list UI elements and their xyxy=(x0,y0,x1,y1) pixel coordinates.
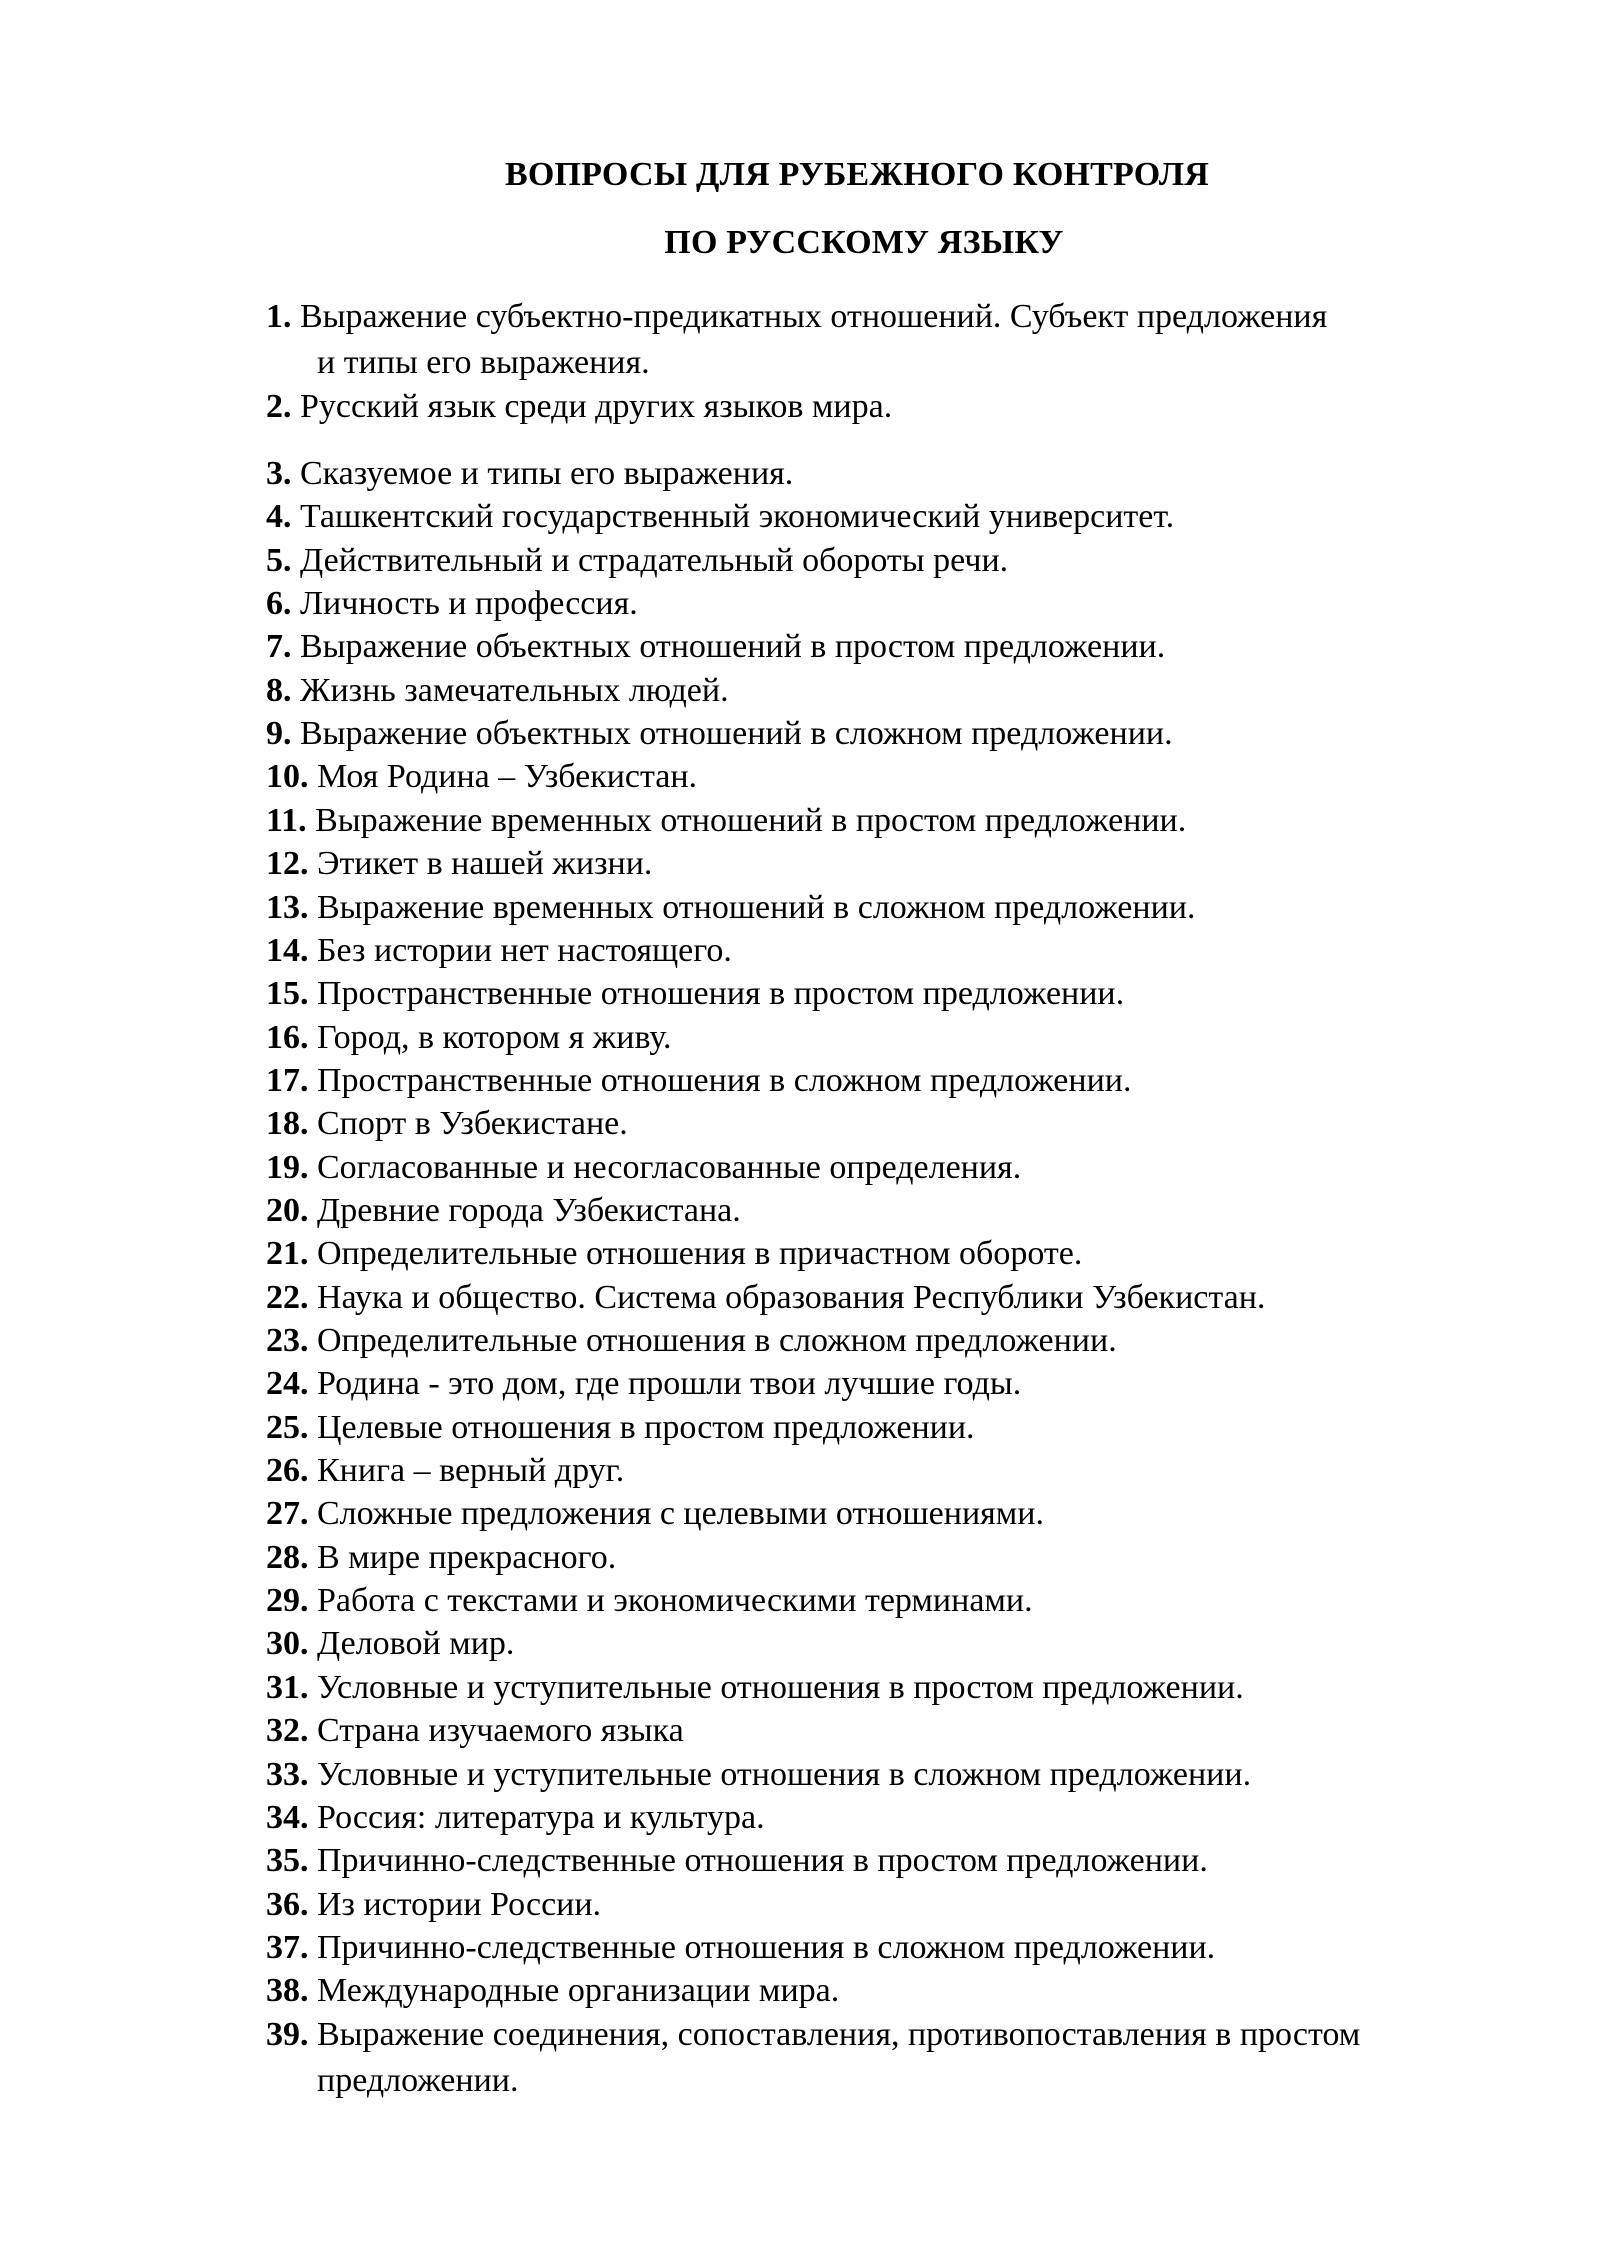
item-text: Выражение соединения, сопоставления, противопоставления в простом xyxy=(317,2015,1361,2053)
item-text: Из истории России. xyxy=(317,1885,602,1923)
list-item xyxy=(266,1448,1516,1494)
item-number: 12. xyxy=(266,845,309,883)
item-number: 17. xyxy=(266,1061,309,1099)
item-text: Согласованные и несогласованные определения. xyxy=(317,1148,1022,1186)
list-item xyxy=(266,1231,1516,1277)
list-item xyxy=(266,1838,1516,1884)
item-text: Книга – верный друг. xyxy=(317,1452,625,1490)
item-text: Сложные предложения с целевыми отношениями. xyxy=(317,1495,1044,1533)
item-number: 28. xyxy=(266,1538,309,1576)
list-item xyxy=(266,711,1516,757)
item-number: 34. xyxy=(266,1798,309,1836)
item-text: Жизнь замечательных людей. xyxy=(300,671,729,709)
list-item xyxy=(266,754,1516,800)
list-item xyxy=(266,1101,1516,1147)
document-subtitle: ПО РУССКОМУ ЯЗЫКУ xyxy=(664,224,1064,261)
item-number: 16. xyxy=(266,1018,309,1056)
list-item xyxy=(266,294,1516,386)
list-item xyxy=(266,1491,1516,1537)
item-number: 20. xyxy=(266,1191,309,1229)
item-number: 3. xyxy=(266,455,292,492)
list-item xyxy=(266,538,1516,584)
item-text: Деловой мир. xyxy=(317,1625,515,1663)
list-item xyxy=(266,668,1516,714)
item-text: Выражение объектных отношений в простом предложении. xyxy=(300,628,1166,666)
item-number: 29. xyxy=(266,1582,309,1620)
document-title: ВОПРОСЫ ДЛЯ РУБЕЖНОГО КОНТРОЛЯ xyxy=(504,156,1210,193)
item-number: 31. xyxy=(266,1668,309,1706)
list-item xyxy=(266,1318,1516,1364)
item-text: Город, в котором я живу. xyxy=(317,1018,672,1056)
list-item xyxy=(266,1665,1516,1711)
list-item xyxy=(266,885,1516,931)
list-item xyxy=(266,1188,1516,1234)
list-item xyxy=(266,1058,1516,1104)
item-text: Древние города Узбекистана. xyxy=(317,1191,741,1229)
item-number: 32. xyxy=(266,1712,309,1750)
list-item xyxy=(266,1708,1516,1754)
list-item xyxy=(266,1535,1516,1581)
list-item xyxy=(266,1361,1516,1407)
item-text-continuation: и типы его выражения. xyxy=(317,344,650,381)
list-item xyxy=(266,1015,1516,1061)
item-number: 21. xyxy=(266,1235,309,1273)
item-text: Родина - это дом, где прошли твои лучшие годы. xyxy=(317,1365,1022,1403)
item-number: 1. xyxy=(266,298,292,335)
item-text: Сказуемое и типы его выражения. xyxy=(300,455,794,492)
list-item xyxy=(266,1882,1516,1928)
item-number: 13. xyxy=(266,888,309,926)
item-text: Международные организации мира. xyxy=(317,1972,840,2010)
item-text: Выражение субъектно-предикатных отношений. Субъект предложения xyxy=(300,298,1328,335)
item-text: Русский язык среди других языков мира. xyxy=(300,388,893,425)
item-number: 11. xyxy=(266,801,307,839)
item-number: 6. xyxy=(266,585,292,623)
item-text: Без истории нет настоящего. xyxy=(317,931,732,969)
list-item xyxy=(266,798,1516,844)
item-text: Причинно-следственные отношения в сложном предложении. xyxy=(317,1928,1216,1966)
item-number: 27. xyxy=(266,1495,309,1533)
item-text-continuation: предложении. xyxy=(317,2061,519,2099)
item-number: 22. xyxy=(266,1278,309,1316)
list-item xyxy=(266,971,1516,1017)
item-number: 14. xyxy=(266,931,309,969)
item-number: 23. xyxy=(266,1322,309,1359)
item-text: Моя Родина – Узбекистан. xyxy=(317,758,698,796)
list-item xyxy=(266,451,1516,497)
item-number: 36. xyxy=(266,1885,309,1923)
item-number: 33. xyxy=(266,1755,309,1793)
item-number: 4. xyxy=(266,498,292,536)
item-text: Спорт в Узбекистане. xyxy=(317,1105,628,1143)
item-number: 19. xyxy=(266,1148,309,1186)
list-item xyxy=(266,1968,1516,2014)
item-number: 24. xyxy=(266,1365,309,1403)
item-text: Работа с текстами и экономическими терминами. xyxy=(317,1582,1033,1620)
item-text: Выражение временных отношений в простом предложении. xyxy=(315,801,1187,839)
item-text: Пространственные отношения в сложном предложении. xyxy=(317,1061,1132,1099)
item-text: Пространственные отношения в простом предложении. xyxy=(317,975,1125,1013)
item-text: Страна изучаемого языка xyxy=(317,1712,684,1750)
list-item xyxy=(266,1752,1516,1798)
item-text: Этикет в нашей жизни. xyxy=(317,845,653,883)
item-number: 8. xyxy=(266,671,292,709)
list-item xyxy=(266,1275,1516,1321)
list-item xyxy=(266,384,1516,430)
item-number: 37. xyxy=(266,1928,309,1966)
list-item xyxy=(266,1405,1516,1451)
list-item xyxy=(266,1795,1516,1841)
list-item xyxy=(266,2012,1516,2104)
item-number: 7. xyxy=(266,628,292,666)
list-item xyxy=(266,841,1516,887)
item-text: Выражение временных отношений в сложном предложении. xyxy=(317,888,1196,926)
item-text: В мире прекрасного. xyxy=(317,1538,617,1576)
list-item xyxy=(266,494,1516,540)
list-item xyxy=(266,581,1516,627)
item-text: Россия: литература и культура. xyxy=(317,1798,765,1836)
list-item xyxy=(266,1145,1516,1191)
item-number: 18. xyxy=(266,1105,309,1143)
item-text: Действительный и страдательный обороты речи. xyxy=(300,541,1009,579)
list-item xyxy=(266,1621,1516,1667)
item-number: 38. xyxy=(266,1972,309,2010)
item-text: Причинно-следственные отношения в простом предложении. xyxy=(317,1842,1208,1880)
item-number: 35. xyxy=(266,1842,309,1880)
item-text: Условные и уступительные отношения в простом предложении. xyxy=(317,1668,1244,1706)
item-number: 9. xyxy=(266,715,292,753)
item-text: Целевые отношения в простом предложении. xyxy=(317,1408,975,1446)
item-number: 2. xyxy=(266,388,292,425)
item-number: 5. xyxy=(266,541,292,579)
item-text: Определительные отношения в сложном предложении. xyxy=(317,1322,1117,1359)
item-number: 25. xyxy=(266,1408,309,1446)
list-item xyxy=(266,1925,1516,1971)
item-text: Личность и профессия. xyxy=(300,585,638,623)
item-number: 10. xyxy=(266,758,309,796)
item-text: Условные и уступительные отношения в сложном предложении. xyxy=(317,1755,1252,1793)
list-item xyxy=(266,928,1516,974)
item-text: Выражение объектных отношений в сложном предложении. xyxy=(300,715,1173,753)
item-number: 30. xyxy=(266,1625,309,1663)
item-text: Наука и общество. Система образования Республики Узбекистан. xyxy=(317,1278,1266,1316)
item-number: 26. xyxy=(266,1452,309,1490)
item-text: Ташкентский государственный экономический университет. xyxy=(300,498,1175,536)
list-item xyxy=(266,624,1516,670)
item-number: 15. xyxy=(266,975,309,1013)
item-text: Определительные отношения в причастном обороте. xyxy=(317,1235,1083,1273)
item-number: 39. xyxy=(266,2015,309,2053)
list-item xyxy=(266,1578,1516,1624)
